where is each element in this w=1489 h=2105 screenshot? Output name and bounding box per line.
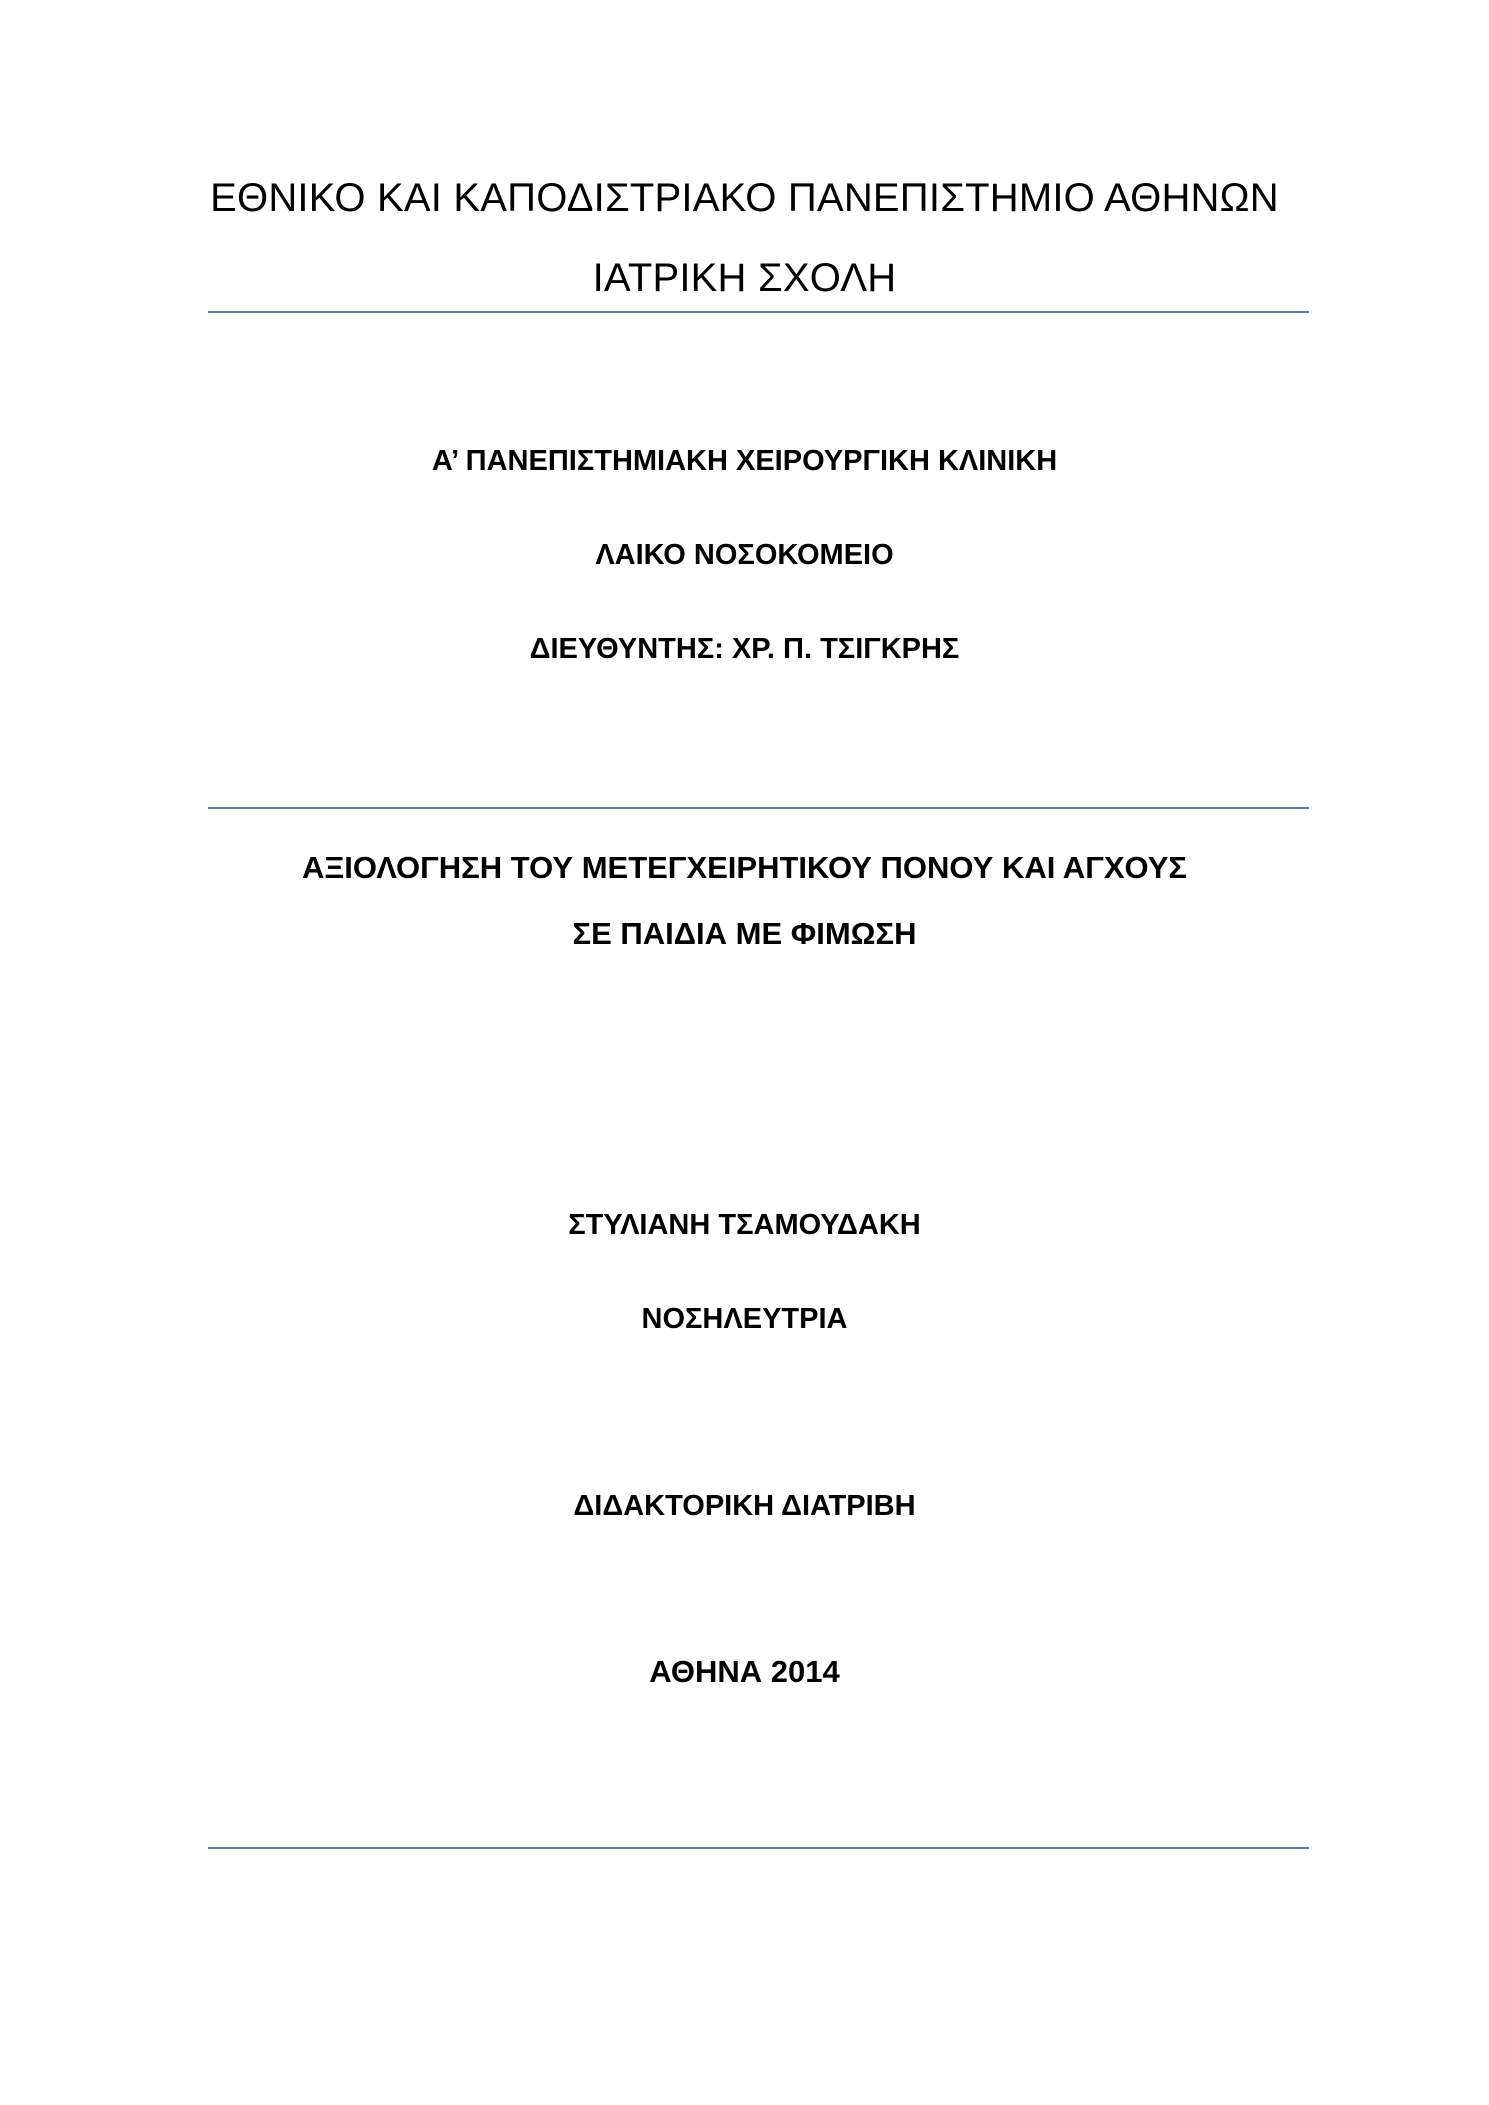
author-profession: ΝΟΣΗΛΕΥΤΡΙΑ <box>641 1303 848 1335</box>
place-and-year: ΑΘΗΝΑ 2014 <box>649 1654 840 1689</box>
thesis-title-line-1: ΑΞΙΟΛΟΓΗΣΗ ΤΟΥ ΜΕΤΕΓΧΕΙΡΗΤΙΚΟΥ ΠΟΝΟΥ ΚΑΙ ΑΓΧΟΥΣ <box>301 850 1188 885</box>
divider-middle <box>208 807 1309 809</box>
director-name: ΔΙΕΥΘΥΝΤΗΣ: ΧΡ. Π. ΤΣΙΓΚΡΗΣ <box>529 633 960 665</box>
university-name: ΕΘΝΙΚΟ ΚΑΙ ΚΑΠΟΔΙΣΤΡΙΑΚΟ ΠΑΝΕΠΙΣΤΗΜΙΟ ΑΘΗΝΩΝ <box>210 176 1279 220</box>
author-name: ΣΤΥΛΙΑΝΗ ΤΣΑΜΟΥΔΑΚΗ <box>568 1209 921 1241</box>
divider-bottom <box>208 1847 1309 1849</box>
hospital-name: ΛΑΙΚΟ ΝΟΣΟΚΟΜΕΙΟ <box>595 539 894 571</box>
clinic-name: Α’ ΠΑΝΕΠΙΣΤΗΜΙΑΚΗ ΧΕΙΡΟΥΡΓΙΚΗ ΚΛΙΝΙΚΗ <box>431 445 1058 477</box>
thesis-title-line-2: ΣΕ ΠΑΙΔΙΑ ΜΕ ΦΙΜΩΣΗ <box>572 916 917 951</box>
document-type: ΔΙΔΑΚΤΟΡΙΚΗ ΔΙΑΤΡΙΒΗ <box>573 1490 916 1522</box>
school-name: ΙΑΤΡΙΚΗ ΣΧΟΛΗ <box>592 256 897 300</box>
divider-top <box>208 311 1309 313</box>
